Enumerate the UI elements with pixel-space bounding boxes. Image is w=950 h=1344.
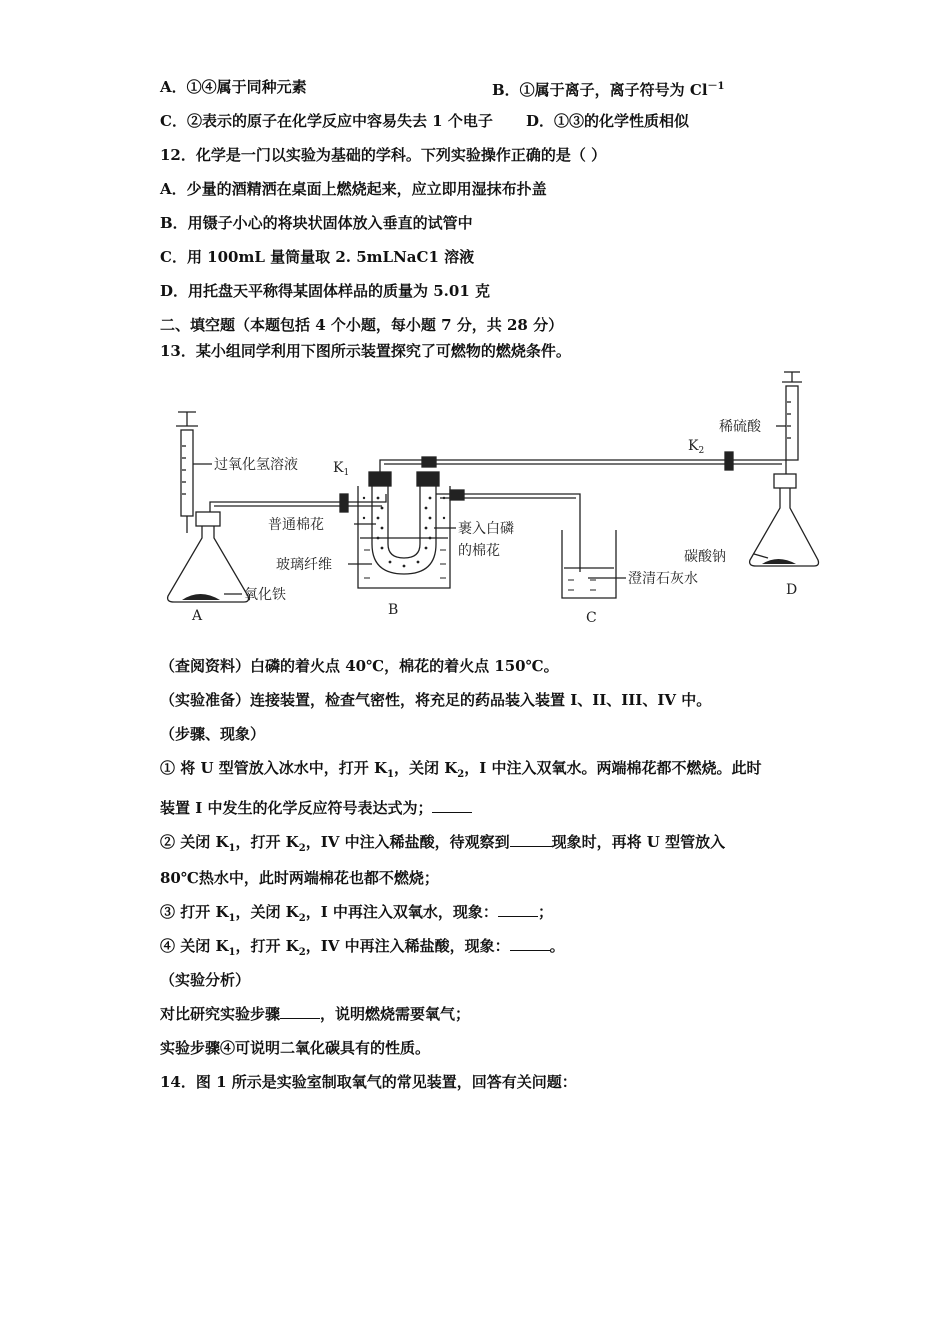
apparatus-figure [150, 368, 830, 630]
q13-analysis-title: （实验分析） [160, 971, 251, 989]
u-tube [372, 478, 436, 574]
label-k1: $K_1$ [333, 460, 350, 478]
q12-option-b: B．用镊子小心的将块状固体放入垂直的试管中 [160, 214, 473, 232]
label-c: C [586, 610, 597, 626]
flask-a-stopper [196, 512, 220, 526]
section-title: 二、填空题（本题包括 4 个小题，每小题 7 分，共 28 分） [160, 316, 564, 334]
q12-option-d: D．用托盘天平称得某固体样品的质量为 5.01 克 [160, 282, 490, 300]
q13-step1-line1: ① 将 U 型管放入冰水中，打开 $K_1$，关闭 $K_2$，I 中注入双氧水。两端棉花都不燃烧。此时 [160, 759, 762, 780]
flask-d [750, 488, 819, 566]
q12-stem: 12．化学是一门以实验为基础的学科。下列实验操作正确的是（ ） [160, 146, 607, 164]
q13-prep: （实验准备）连接装置，检查气密性，将充足的药品装入装置 I、II、III、IV 中。 [160, 691, 712, 709]
clamp-k2 [725, 452, 733, 470]
q13-step2-line1: ② 关闭 $K_1$，打开 $K_2$，IV 中注入稀盐酸，待观察到 现象时，再将 U 型管放入 [160, 833, 726, 854]
label-na2co3: 碳酸钠 [684, 549, 726, 565]
label-acid: 稀硫酸 [719, 419, 761, 435]
q11-option-a: A．①④属于同种元素 [160, 78, 307, 96]
label-a: A [192, 608, 203, 624]
q13-stem: 13．某小组同学利用下图所示装置探究了可燃物的燃烧条件。 [160, 342, 571, 360]
label-limewater: 澄清石灰水 [628, 571, 698, 587]
q13-step1-line2: 装置 I 中发生的化学反应符号表达式为； [160, 798, 472, 818]
answer-blank-5[interactable] [280, 1004, 320, 1019]
label-glass-fiber: 玻璃纤维 [276, 557, 332, 573]
q13-info: （查阅资料）白磷的着火点 40℃，棉花的着火点 150℃。 [160, 657, 559, 675]
label-cotton: 普通棉花 [268, 517, 324, 533]
q11-option-b: B．①属于离子，离子符号为 $Cl^{-1}$ [492, 81, 725, 99]
q14-stem: 14．图 1 所示是实验室制取氧气的常见装置，回答有关问题： [160, 1073, 577, 1091]
label-d: D [786, 582, 798, 598]
label-wp-cotton-2: 的棉花 [458, 543, 500, 559]
label-fe-oxide: 氧化铁 [244, 587, 286, 603]
label-k2: $K_2$ [688, 438, 705, 456]
syringe-d [786, 386, 798, 460]
q13-step4: ④ 关闭 $K_1$，打开 $K_2$，IV 中再注入稀盐酸，现象： 。 [160, 937, 565, 958]
answer-blank-1[interactable] [432, 798, 472, 813]
q13-analysis-2: 实验步骤④可说明二氧化碳具有的性质。 [160, 1039, 431, 1057]
q13-steps-title: （步骤、现象） [160, 725, 266, 743]
label-h2o2: 过氧化氢溶液 [214, 457, 298, 473]
q12-option-a: A．少量的酒精洒在桌面上燃烧起来，应立即用湿抹布扑盖 [160, 180, 547, 198]
q13-step2-line2: 80℃热水中，此时两端棉花也都不燃烧； [160, 869, 439, 887]
q13-analysis-1: 对比研究实验步骤 ，说明燃烧需要氧气； [160, 1005, 471, 1023]
q11-option-c: C．②表示的原子在化学反应中容易失去 1 个电子 [160, 112, 493, 130]
syringe-a [181, 430, 193, 516]
label-b: B [388, 602, 399, 618]
q12-option-c: C．用 100mL 量筒量取 2. 5mLNaC1 溶液 [160, 248, 475, 266]
q13-step3: ③ 打开 $K_1$，关闭 $K_2$，I 中再注入双氧水，现象： ； [160, 903, 553, 924]
clamp-k1 [340, 494, 348, 512]
beaker-c [562, 530, 616, 598]
answer-blank-2[interactable] [510, 832, 552, 847]
q11-option-d: D．①③的化学性质相似 [526, 112, 690, 130]
answer-blank-4[interactable] [510, 936, 550, 951]
answer-blank-3[interactable] [498, 902, 538, 917]
label-wp-cotton-1: 裹入白磷 [458, 521, 514, 537]
